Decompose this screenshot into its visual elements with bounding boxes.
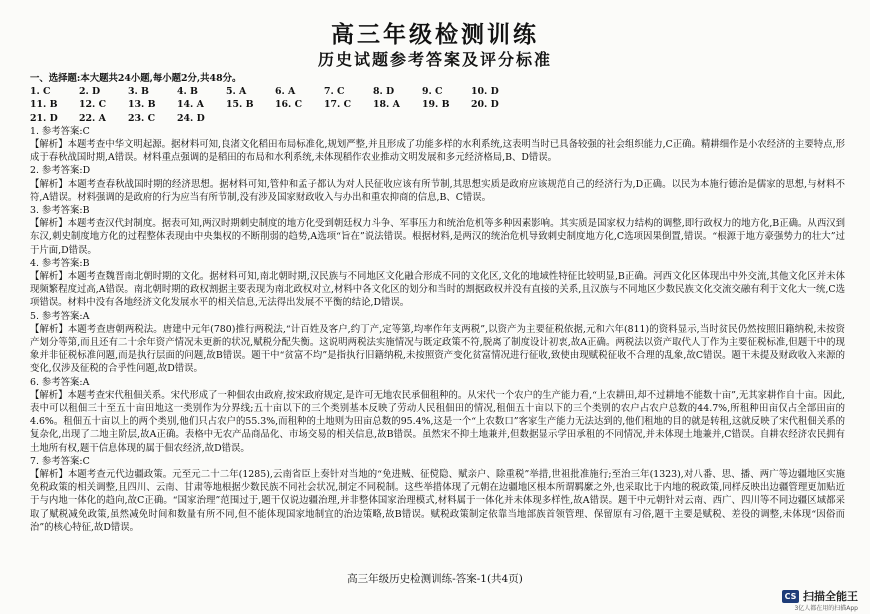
answer-cell: 12. C xyxy=(79,99,107,111)
answer-cell: 10. D xyxy=(471,86,499,98)
answer-cell: 6. A xyxy=(275,86,296,98)
question-explanation xyxy=(30,376,845,455)
answer-row xyxy=(30,112,845,125)
analysis-paragraph: 【解析】本题考查魏晋南北朝时期的文化。据材料可知,南北朝时期,汉民族与不同地区文化融合形成不同的文化区,文化的地域性特征比较明显,B正确。河西文化区体现出中外交流,其他文化区并未体现频繁程度过高,A错误。南北朝时期的政权割据主要表现为南北政权对立,材料中各文化区的划分和当时的割据政权并没有直接的关系,且汉族与不同地区少数民族文化交流交融有利于文化大一统,C选项错误。材料中没有各地经济文化发展水平的相关信息,无法得出发展不平衡的结论,D错误。 xyxy=(30,270,845,309)
answer-cell: 8. D xyxy=(373,86,395,98)
answer-cell: 13. B xyxy=(128,99,156,111)
answer-cell: 20. D xyxy=(471,99,499,111)
answer-cell: 22. A xyxy=(79,112,106,124)
page-footer: 高三年级历史检测训练-答案-1(共4页) xyxy=(347,573,523,585)
reference-answer: 2. 参考答案:D xyxy=(30,165,91,177)
watermark-tagline: 3亿人都在用的扫描App xyxy=(794,605,858,612)
page-subtitle: 历史试题参考答案及评分标准 xyxy=(317,50,552,69)
answer-cell: 23. C xyxy=(128,112,156,124)
answer-cell: 9. C xyxy=(422,86,443,98)
scanner-watermark xyxy=(782,588,858,612)
answer-row xyxy=(30,85,845,98)
answer-cell: 5. A xyxy=(226,86,247,98)
answer-cell: 1. C xyxy=(30,86,51,98)
answer-cell: 2. D xyxy=(79,86,101,98)
analysis-paragraph: 【解析】本题考查元代边疆政策。元至元二十二年(1285),云南省臣上奏针对当地的“免进贼、征傥隐、赋亲户、除重税”举措,世祖批准施行;至治三年(1323),对八番、思、播、两广等边疆地区实施免税政策的相关调整,且四川、云南、甘肃等地根据少数民族不同社会状况,制定不同税制。这些举措体现了元朝在边疆地区根本所谓羁縻之外,也采取比于内地的税政策,同样反映出边疆管理更加贴近于与内地一体化的趋向,故C正确。“国家治理”范围过于,题干仅说边疆治理,并非整体国家治理模式,材料属于一体化并未体现多样性,故A错误。题干中元朝针对云南、西广、四川等不同边疆区域都采取了赋税减免政策,虽然减免时间和数量有所不同,但不能体现国家地制宜的治边策略,故B错误。赋税政策制定依靠当地部族首领管理、保留原有习俗,题干主要是赋税、差役的调整,未体现“因俗而治”的核心特征,故D错误。 xyxy=(30,468,845,533)
answer-cell: 24. D xyxy=(177,112,205,124)
reference-answer: 4. 参考答案:B xyxy=(30,257,90,269)
reference-answer: 3. 参考答案:B xyxy=(30,204,90,216)
question-explanation xyxy=(30,257,845,310)
reference-answer: 6. 参考答案:A xyxy=(30,376,90,388)
question-explanation xyxy=(30,164,845,204)
reference-answer: 7. 参考答案:C xyxy=(30,455,90,467)
page-title: 高三年级检测训练 xyxy=(331,21,539,48)
question-explanation xyxy=(30,204,845,257)
camscanner-logo-icon: CS xyxy=(782,590,799,603)
answer-cell: 19. B xyxy=(422,99,450,111)
answer-cell: 17. C xyxy=(324,99,352,111)
analysis-paragraph: 【解析】本题考查汉代封制度。据表可知,两汉时期刺史制度的地方化受到朝廷权力斗争、军事压力和统治危机等多种因素影响。其实质是国家权力结构的调整,即行政权力的地方化,B正确。从西汉到东汉,刺史制度地方化的过程整体表现由中央集权的不断削弱的趋势,A选项“旨在”说法错误。根据材料,是两汉的统治危机导致刺史制度地方化,C选项因果倒置,错误。“根源于地方豪强势力的壮大”过于片面,D错误。 xyxy=(30,218,845,256)
answer-cell: 16. C xyxy=(275,99,303,111)
watermark-name: 扫描全能王 xyxy=(803,590,858,603)
reference-answer: 5. 参考答案:A xyxy=(30,310,90,322)
answer-cell: 3. B xyxy=(128,86,149,98)
answer-cell: 15. B xyxy=(226,99,254,111)
answer-row xyxy=(30,98,845,111)
question-explanation xyxy=(30,455,845,534)
analysis-paragraph: 【解析】本题考查宋代租佃关系。宋代形成了一种佃农由政府,按宋政府规定,是许可无地农民承佃租种的。从宋代一个农户的生产能力看,“上农耕田,却不过耕地不能数十亩”,无其家耕作自十亩。因此,表中可以租佃三十至五十亩田地这一类别作为分界线;五十亩以下的三个类别基本反映了劳动人民租佃田的情况,租佃五十亩以下的三个类别的农户占农户总数的44.7%,所租种田亩仅占全部田亩的4.6%。租佃五十亩以上的两个类别,他们只占农户的55.3%,而租种的土地则为田亩总数的95.4%,这是一个“上农数口”客家生产能力无法达到的,他们租地的目的就是转租,这就反映了宋代租佃关系的复杂化,出现了二地主阶层,故A正确。表格中无农产品商品化、市场交易的相关信息,故B错误。虽然宋不抑土地兼并,但数据显示学田承租的不同情况,并未体现土地兼并,C错误。自耕农经济农民拥有土地所有权,题干信息体现的属于佃农经济,故D错误。 xyxy=(30,389,845,454)
analysis-paragraph: 【解析】本题考查中华文明起源。据材料可知,良渚文化稻田布局标准化,规划严整,并且形成了功能多样的水利系统,这表明当时已具备较强的社会组织能力,C正确。精耕细作是小农经济的主要特点,形成于春秋战国时期,A错误。材料重点强调的是稻田的布局和水利系统,未体现稻作农业推动文明发展和多元经济格局,B、D错误。 xyxy=(30,138,845,164)
content-body xyxy=(30,72,845,534)
answer-cell: 21. D xyxy=(30,112,58,124)
reference-answer: 1. 参考答案:C xyxy=(30,125,90,137)
answer-cell: 4. B xyxy=(177,86,198,98)
analysis-paragraph: 【解析】本题考查唐朝两税法。唐建中元年(780)推行两税法,“计百姓及客户,约丁产,定等第,均率作年支两税”,以资产为主要征税依据,元和六年(811)的资料显示,当时贫民仍然按照旧籍纳税,未按资产划分等第,而且还有二十余年资产情况未更新的状况,赋税分配失衡。这说明两税法实施情况与既定政策不符,脱离了制度设计初衷,故A正确。两税法以资产取代人丁作为主要征税标准,但题干中的现象并非征税标准问题,而是执行层面的问题,故B错误。题干中“贫富不均”是指执行旧籍纳税,未按照资产变化贫富情况进行征收,致使由现赋税征收不合理的乱象,故C错误。题干未提及财政收入来源的变化,仅涉及征税的合乎性问题,故D错误。 xyxy=(30,323,845,375)
answer-cell: 14. A xyxy=(177,99,204,111)
explanation-list xyxy=(30,125,845,534)
question-explanation xyxy=(30,125,845,165)
answer-cell: 11. B xyxy=(30,99,58,111)
analysis-paragraph: 【解析】本题考查春秋战国时期的经济思想。据材料可知,管仲和孟子都认为对人民征收应该有所节制,其思想实质是政府应该规范自己的经济行为,D正确。以民为本施行德治是儒家的思想,与材料不符,A错误。材料强调的是政府的行为应当有所节制,没有涉及国家财政收入与办出和重农抑商的信息,B、C错误。 xyxy=(30,178,845,203)
question-explanation xyxy=(30,310,845,376)
section-heading: 一、选择题:本大题共24小题,每小题2分,共48分。 xyxy=(30,73,242,84)
answer-grid xyxy=(30,85,845,125)
answer-cell: 18. A xyxy=(373,99,400,111)
answer-cell: 7. C xyxy=(324,86,345,98)
